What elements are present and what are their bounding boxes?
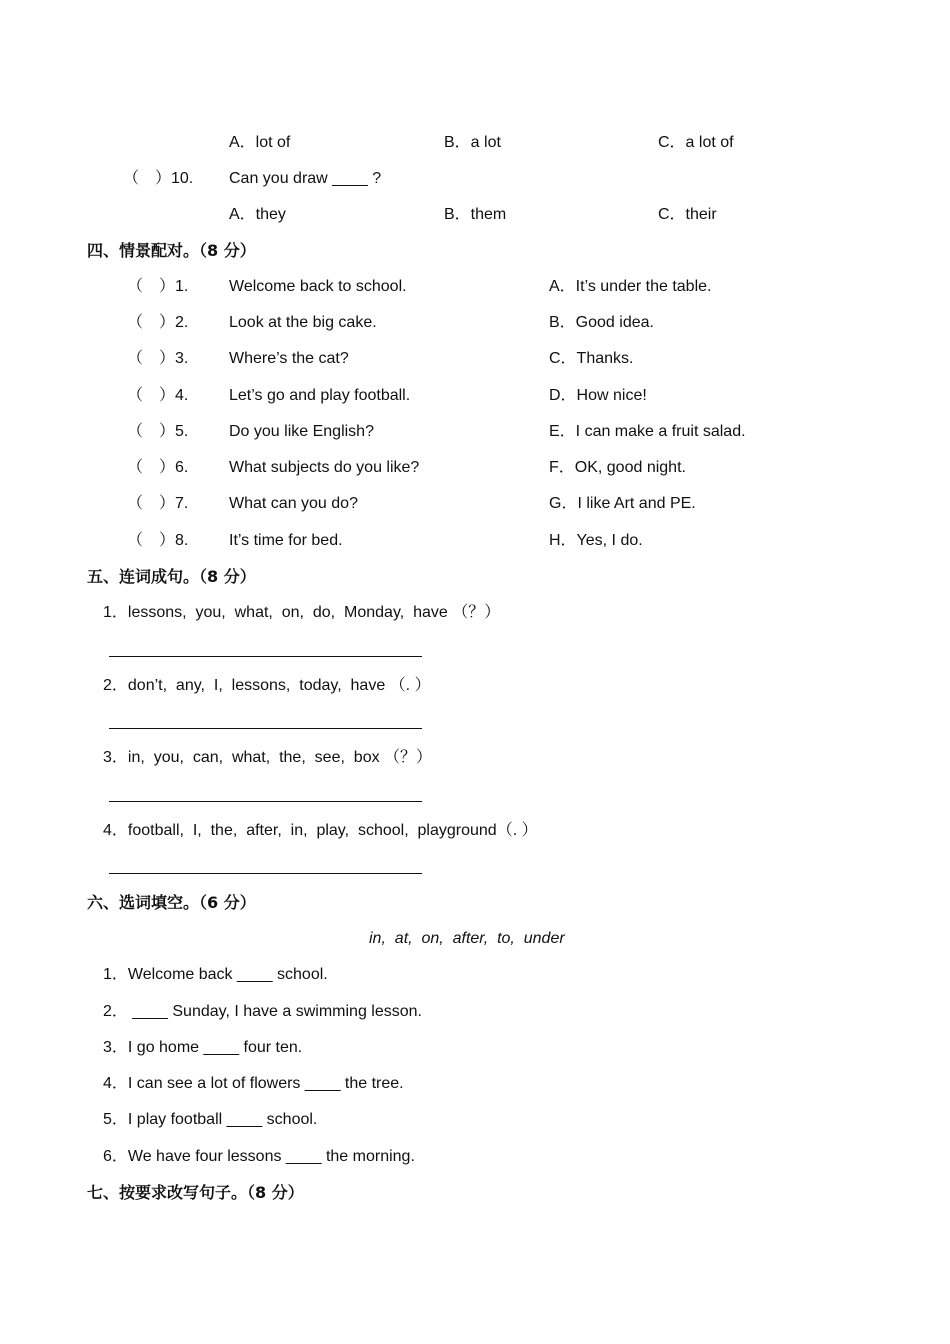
section4-title: 四、情景配对。（8 分） (87, 241, 256, 260)
s4-answer: E．I can make a fruit salad. (549, 423, 746, 440)
s4-paren[interactable]: （ ）1. (127, 278, 189, 295)
s4-question: Welcome back to school. (229, 278, 407, 295)
s6-item: 3．I go home ____ four ten. (103, 1039, 303, 1056)
s5-item: 2．don’t, any, I, lessons, today, have （. ） (103, 677, 431, 694)
s5-answer-line[interactable] (109, 801, 422, 802)
s4-question: What can you do? (229, 495, 358, 512)
s4-answer: D．How nice! (549, 387, 647, 404)
q9-option-a: A．lot of (229, 134, 291, 151)
s4-paren[interactable]: （ ）2. (127, 314, 189, 331)
s5-item: 3．in, you, can, what, the, see, box （？） (103, 749, 433, 766)
s5-answer-line[interactable] (109, 728, 422, 729)
s4-answer: B．Good idea. (549, 314, 654, 331)
s4-answer: F．OK, good night. (549, 459, 686, 476)
s4-answer: A．It’s under the table. (549, 278, 712, 295)
s4-paren[interactable]: （ ）4. (127, 387, 189, 404)
s4-question: It’s time for bed. (229, 532, 343, 549)
s6-item: 2． ____ Sunday, I have a swimming lesson. (103, 1003, 422, 1020)
q10-option-b: B．them (444, 206, 507, 223)
s4-question: What subjects do you like? (229, 459, 420, 476)
s5-answer-line[interactable] (109, 656, 422, 657)
s6-item: 1．Welcome back ____ school. (103, 966, 328, 983)
section5-title: 五、连词成句。（8 分） (87, 567, 256, 586)
s5-item: 4．football, I, the, after, in, play, school, playground（. ） (103, 822, 538, 839)
section7-title: 七、按要求改写句子。（8 分） (87, 1183, 304, 1202)
s5-answer-line[interactable] (109, 873, 422, 874)
s6-item: 5．I play football ____ school. (103, 1111, 318, 1128)
s4-answer: G．I like Art and PE. (549, 495, 696, 512)
s4-question: Do you like English? (229, 423, 374, 440)
section6-title: 六、选词填空。（6 分） (87, 893, 256, 912)
s4-paren[interactable]: （ ）7. (127, 495, 189, 512)
s4-answer: C．Thanks. (549, 350, 634, 367)
q10-option-c: C．their (658, 206, 717, 223)
s4-paren[interactable]: （ ）5. (127, 423, 189, 440)
word-bank: in, at, on, after, to, under (369, 930, 565, 947)
s4-paren[interactable]: （ ）8. (127, 532, 189, 549)
s4-paren[interactable]: （ ）6. (127, 459, 189, 476)
s4-answer: H．Yes, I do. (549, 532, 643, 549)
s6-item: 6．We have four lessons ____ the morning. (103, 1148, 415, 1165)
q10-text: Can you draw ____ ? (229, 170, 382, 187)
q10-option-a: A．they (229, 206, 286, 223)
q9-option-c: C．a lot of (658, 134, 734, 151)
s5-item: 1．lessons, you, what, on, do, Monday, have （？） (103, 604, 501, 621)
s4-question: Where’s the cat? (229, 350, 349, 367)
s4-paren[interactable]: （ ）3. (127, 350, 189, 367)
s4-question: Look at the big cake. (229, 314, 377, 331)
s6-item: 4．I can see a lot of flowers ____ the tree. (103, 1075, 404, 1092)
s4-question: Let’s go and play football. (229, 387, 411, 404)
q9-option-b: B．a lot (444, 134, 501, 151)
q10-answer-paren[interactable]: （ ）10. (123, 170, 194, 187)
